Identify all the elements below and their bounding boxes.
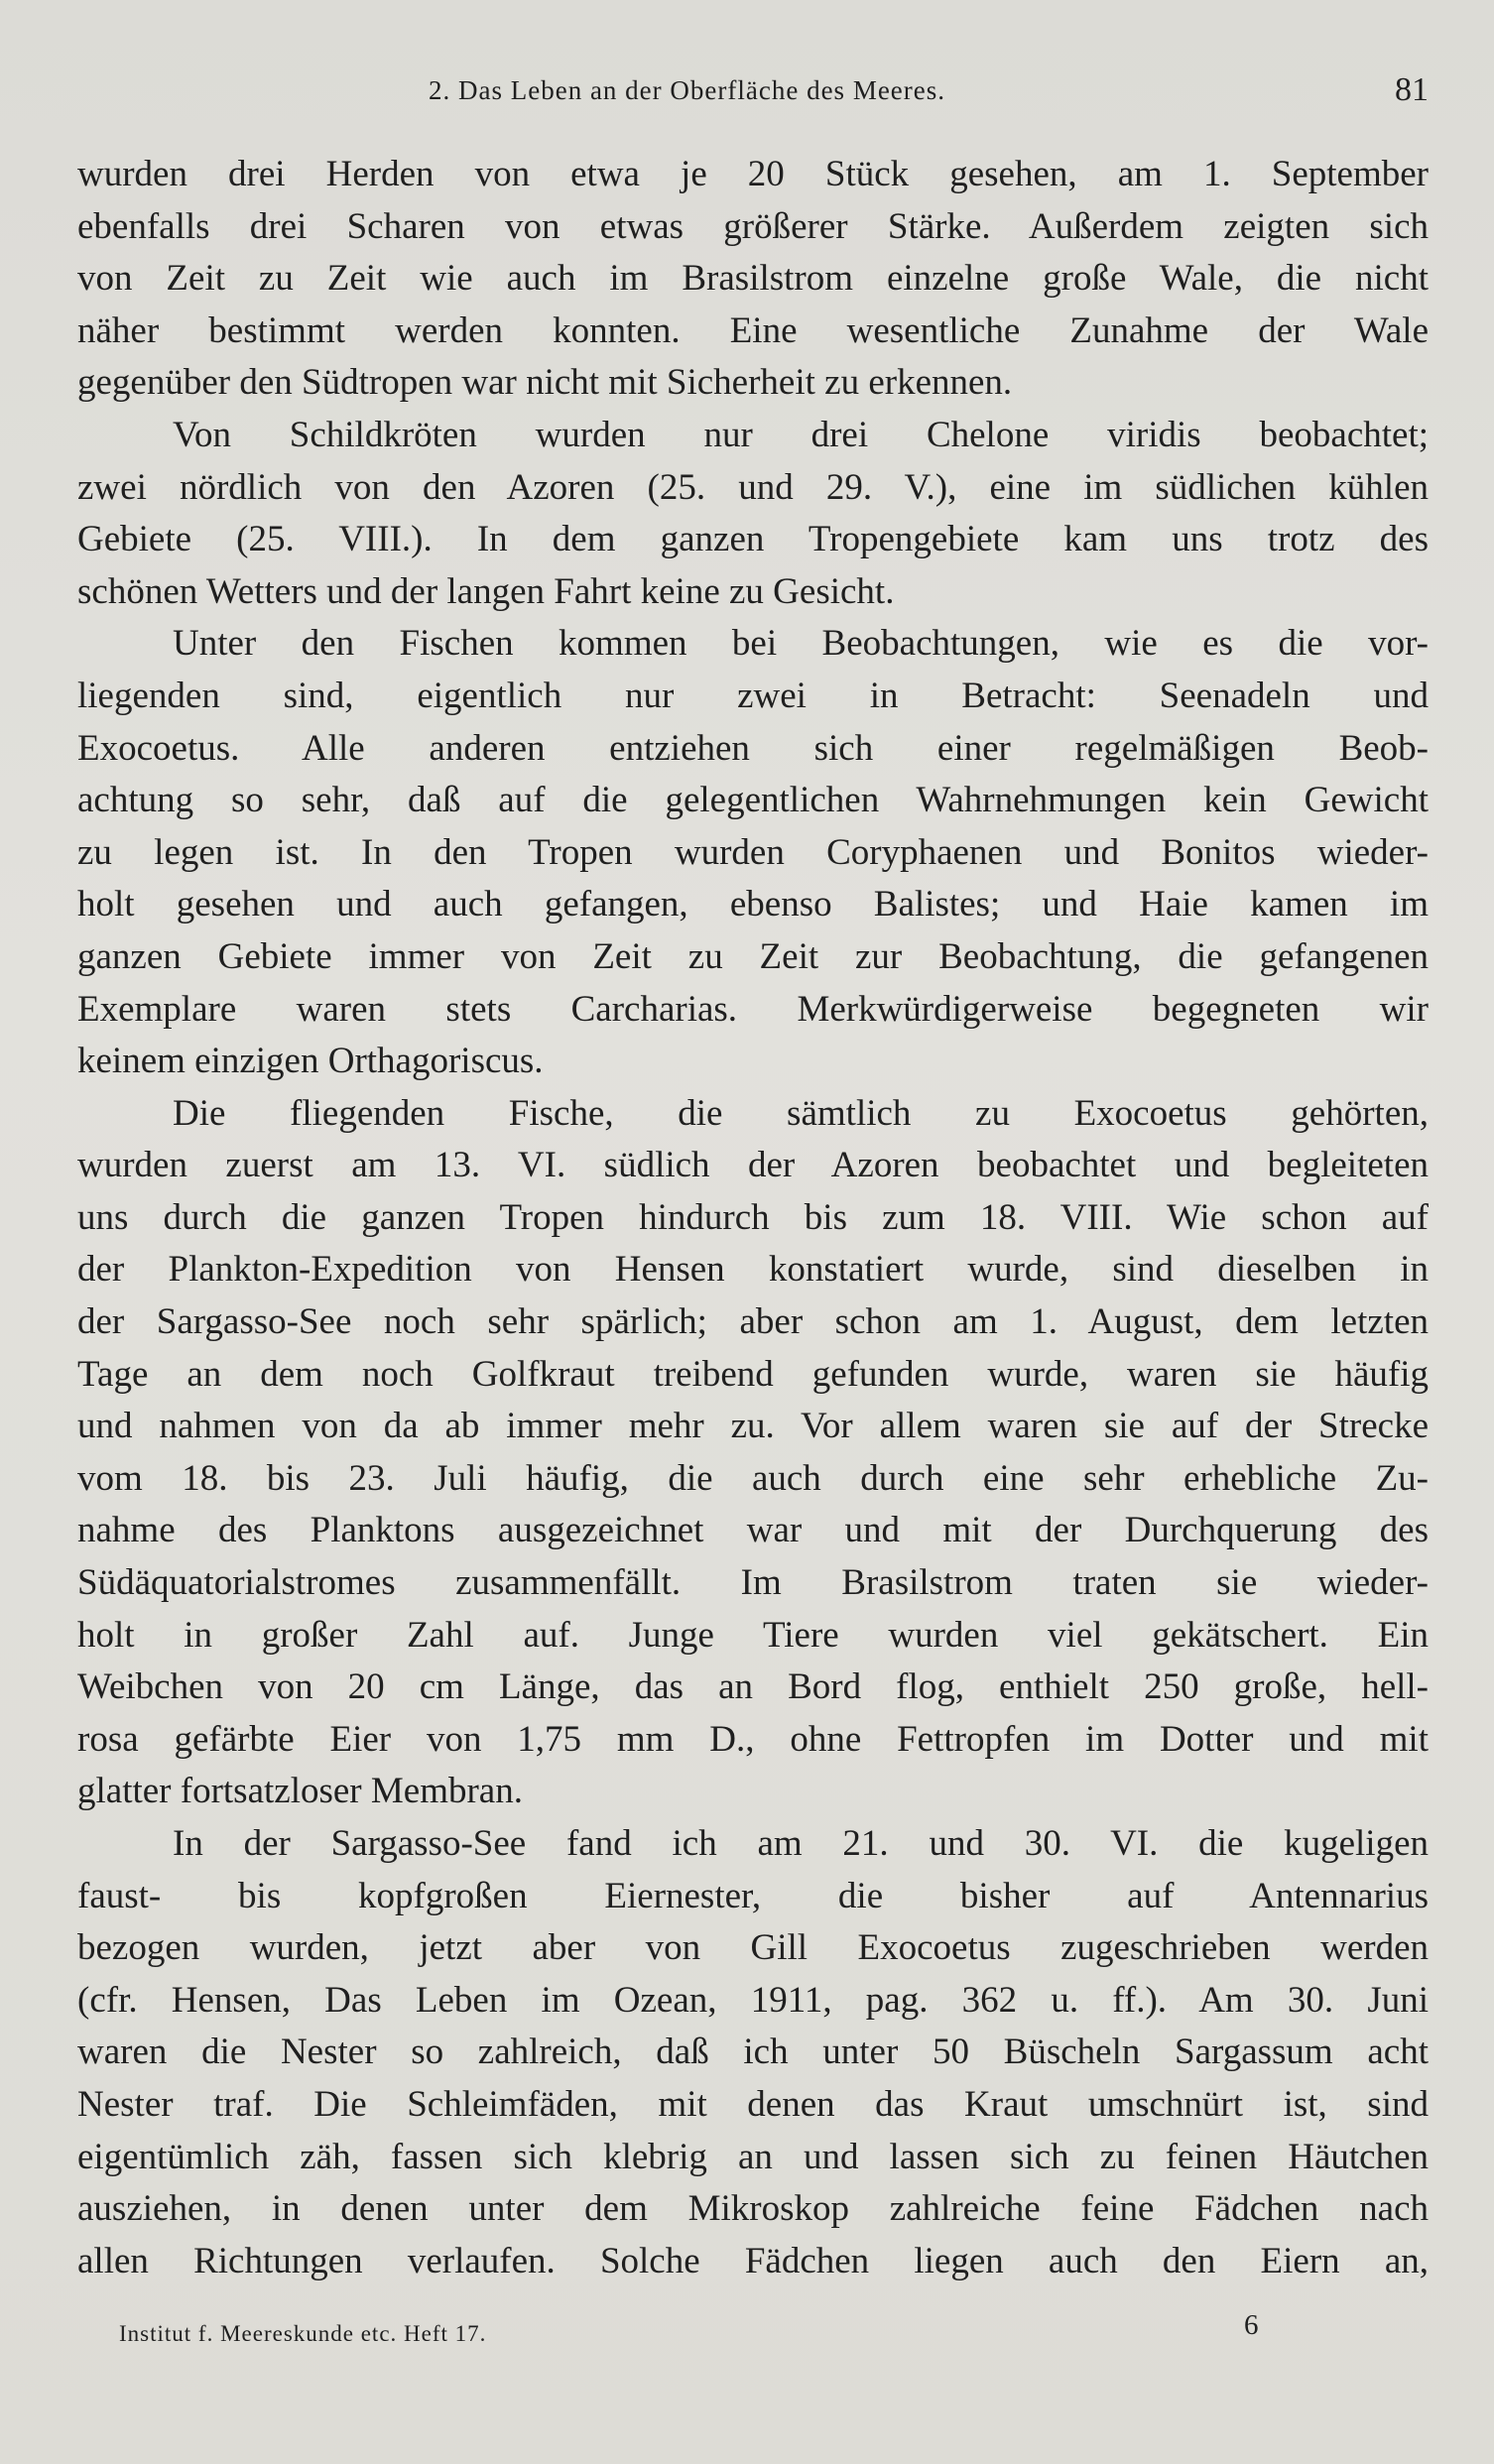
text-line: (cfr. Hensen, Das Leben im Ozean, 1911, pag. 362 u. ff.). Am 30. Juni [77,1979,1429,2021]
text-line: bezogen wurden, jetzt aber von Gill Exocoetus zugeschrieben werden [77,1927,1429,1969]
text-line: Unter den Fischen kommen bei Beobachtungen, wie es die vor- [173,623,1429,665]
text-line: Exocoetus. Alle anderen entziehen sich einer regelmäßigen Beob- [77,727,1429,769]
body-text [77,149,1429,2287]
text-line: Gebiete (25. VIII.). In dem ganzen Tropengebiete kam uns trotz des [77,519,1429,560]
text-line: Die fliegenden Fische, die sämtlich zu Exocoetus gehörten, [173,1092,1429,1134]
text-line: gegenüber den Südtropen war nicht mit Sicherheit zu erkennen. [77,362,1013,404]
text-line: holt gesehen und auch gefangen, ebenso Balistes; und Haie kamen im [77,884,1429,925]
text-line: Nester traf. Die Schleimfäden, mit denen das Kraut umschnürt ist, sind [77,2083,1429,2125]
text-line: ganzen Gebiete immer von Zeit zu Zeit zur Beobachtung, die gefangenen [77,935,1429,977]
page-footer [0,2309,1494,2359]
text-line: rosa gefärbte Eier von 1,75 mm D., ohne Fettropfen im Dotter und mit [77,1718,1429,1760]
text-line: Von Schildkröten wurden nur drei Chelone viridis beobachtet; [173,414,1429,455]
text-line: achtung so sehr, daß auf die gelegentlichen Wahrnehmungen kein Gewicht [77,780,1429,821]
text-line: der Plankton-Expedition von Hensen konstatiert wurde, sind dieselben in [77,1249,1429,1291]
running-header [0,71,1494,111]
text-line: schönen Wetters und der langen Fahrt keine zu Gesicht. [77,570,895,612]
text-line: zwei nördlich von den Azoren (25. und 29. V.), eine im südlichen kühlen [77,466,1429,508]
text-line: In der Sargasso-See fand ich am 21. und 30. VI. die kugeligen [173,1823,1429,1864]
footer-imprint: Institut f. Meereskunde etc. Heft 17. [119,2321,487,2346]
text-line: wurden drei Herden von etwa je 20 Stück gesehen, am 1. September [77,154,1429,194]
text-line: nahme des Planktons ausgezeichnet war und mit der Durchquerung des [77,1510,1429,1551]
text-line: von Zeit zu Zeit wie auch im Brasilstrom einzelne große Wale, die nicht [77,258,1429,300]
text-line: näher bestimmt werden konnten. Eine wesentliche Zunahme der Wale [77,309,1429,351]
text-line: keinem einzigen Orthagoriscus. [77,1041,544,1082]
page-number: 81 [1395,71,1429,108]
text-line: liegenden sind, eigentlich nur zwei in Betracht: Seenadeln und [77,675,1429,716]
text-line: Südäquatorialstromes zusammenfällt. Im Brasilstrom traten sie wieder- [77,1562,1429,1604]
running-title: 2. Das Leben an der Oberfläche des Meeres. [429,75,946,105]
text-line: allen Richtungen verlaufen. Solche Fädchen liegen auch den Eiern an, [77,2240,1429,2281]
text-line: eigentümlich zäh, fassen sich klebrig an und lassen sich zu feinen Häutchen [77,2136,1429,2177]
text-line: vom 18. bis 23. Juli häufig, die auch durch eine sehr erhebliche Zu- [77,1457,1429,1499]
text-line: zu legen ist. In den Tropen wurden Coryphaenen und Bonitos wieder- [77,831,1429,873]
text-line: und nahmen von da ab immer mehr zu. Vor allem waren sie auf der Strecke [77,1406,1429,1447]
text-line: Tage an dem noch Golfkraut treibend gefunden wurde, waren sie häufig [77,1353,1429,1395]
text-line: glatter fortsatzloser Membran. [77,1771,523,1812]
text-line: Exemplare waren stets Carcharias. Merkwürdigerweise begegneten wir [77,988,1429,1030]
text-line: ebenfalls drei Scharen von etwas größerer Stärke. Außerdem zeigten sich [77,205,1429,247]
text-line: ausziehen, in denen unter dem Mikroskop zahlreiche feine Fädchen nach [77,2188,1429,2230]
text-line: Weibchen von 20 cm Länge, das an Bord flog, enthielt 250 große, hell- [77,1666,1429,1708]
text-line: der Sargasso-See noch sehr spärlich; aber schon am 1. August, dem letzten [77,1301,1429,1343]
text-line: uns durch die ganzen Tropen hindurch bis zum 18. VIII. Wie schon auf [77,1196,1429,1238]
text-line: waren die Nester so zahlreich, daß ich unter 50 Büscheln Sargassum acht [77,2032,1429,2073]
text-line: holt in großer Zahl auf. Junge Tiere wurden viel gekätschert. Ein [77,1614,1429,1656]
text-line: wurden zuerst am 13. VI. südlich der Azoren beobachtet und begleiteten [77,1145,1429,1186]
text-line: faust- bis kopfgroßen Eiernester, die bisher auf Antennarius [77,1875,1429,1916]
signature-mark: 6 [1244,2309,1259,2341]
